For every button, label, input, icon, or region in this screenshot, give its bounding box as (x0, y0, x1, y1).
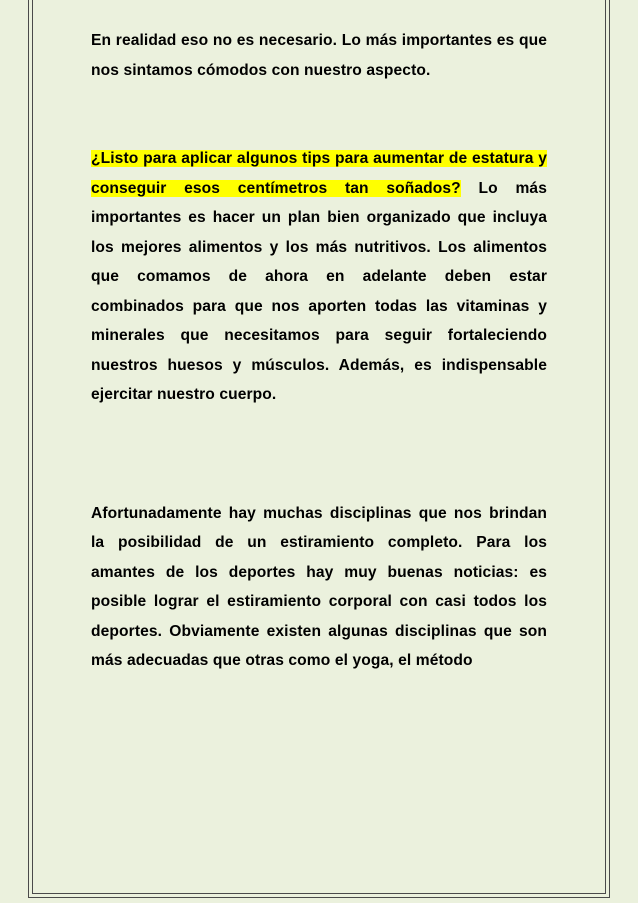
paragraph-3: Afortunadamente hay muchas disciplinas que nos brindan la posibilidad de un estiramiento completo. Para los amantes de los deportes hay muy buenas noticias: es posible lograr el estiramiento corporal con casi todos los deportes. Obviamente existen algunas disciplinas que son más adecuadas que otras como el yoga, el método (91, 504, 547, 669)
paragraph-1: En realidad eso no es necesario. Lo más importantes es que nos sintamos cómodos con nuestro aspecto. (91, 32, 547, 79)
paragraph-2 (91, 144, 547, 410)
highlighted-question: ¿Listo para aplicar algunos tips para aumentar de estatura y conseguir esos centímetros tan soñados? (91, 150, 547, 197)
document-body (91, 26, 547, 676)
paragraph-2-body: Lo más importantes es hacer un plan bien organizado que incluya los mejores alimentos y los más nutritivos. Los alimentos que comamos de ahora en adelante deben estar combinados para que nos aporten todas las vitaminas y minerales que necesitamos para seguir fortaleciendo nuestros huesos y músculos. Además, es indispensable ejercitar nuestro cuerpo. (91, 179, 547, 403)
